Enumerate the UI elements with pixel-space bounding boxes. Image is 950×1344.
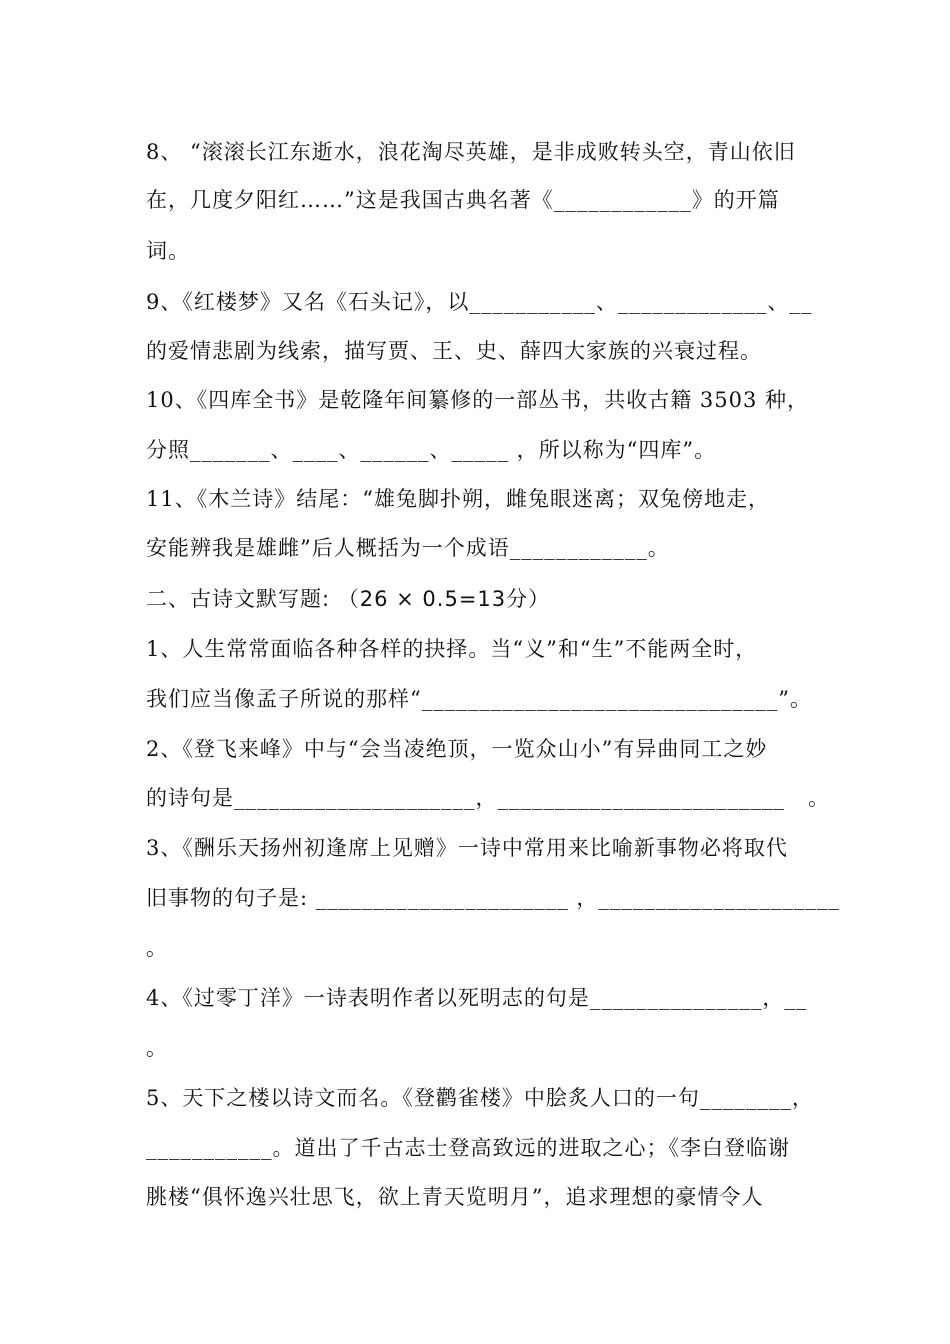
- section-two-heading: 二、古诗文默写题: （26 × 0.5=13分）: [146, 587, 551, 611]
- recite-question-3-line-1: 3、《酬乐天扬州初逢席上见赠》一诗中常用来比喻新事物必将取代: [146, 836, 788, 860]
- recite-question-1-line-2: 我们应当像孟子所说的那样“_______________________________”。: [146, 687, 812, 711]
- recite-question-2-line-2: 的诗句是_____________________，_________________________ 。: [146, 786, 831, 810]
- question-11-line-1: 11、《木兰诗》结尾：“雄兔脚扑朔，雌兔眼迷离；双兔傍地走，: [146, 487, 770, 511]
- question-11-line-2: 安能辨我是雄雌”后人概括为一个成语____________。: [146, 536, 670, 560]
- question-10-line-2: 分照_______、____、______、_____ ，所以称为“四库”。: [146, 438, 717, 462]
- question-9-line-1: 9、《红楼梦》又名《石头记》，以___________、_____________、__: [146, 290, 813, 314]
- recite-question-4-line-1: 4、《过零丁洋》一诗表明作者以死明志的句是_______________，__: [146, 986, 808, 1010]
- question-10-line-1: 10、《四库全书》是乾隆年间纂修的一部丛书，共收古籍 3503 种，: [146, 388, 810, 412]
- question-9-line-2: 的爱情悲剧为线索，描写贾、王、史、薛四大家族的兴衰过程。: [146, 339, 762, 363]
- recite-question-3-line-3: 。: [146, 936, 168, 960]
- question-8-line-3: 词。: [146, 239, 190, 263]
- question-8-line-1: 8、 “滚滚长江东逝水，浪花淘尽英雄，是非成败转头空，青山依旧: [146, 140, 796, 164]
- recite-question-5-line-1: 5、天下之楼以诗文而名。《登鹳雀楼》中脍炙人口的一句________，: [146, 1086, 814, 1110]
- recite-question-4-line-2: 。: [146, 1036, 168, 1060]
- recite-question-5-line-3: 朓楼“俱怀逸兴壮思飞，欲上青天览明月”，追求理想的豪情令人: [146, 1185, 764, 1209]
- question-8-line-2: 在，几度夕阳红……”这是我国古典名著《____________》的开篇: [146, 188, 780, 212]
- recite-question-3-line-2: 旧事物的句子是: ______________________ ，_____________________: [146, 886, 840, 910]
- recite-question-2-line-1: 2、《登飞来峰》中与“会当凌绝顶，一览众山小”有异曲同工之妙: [146, 737, 768, 761]
- recite-question-5-line-2: ___________。道出了千古志士登高致远的进取之心；《李白登临谢: [146, 1136, 790, 1160]
- recite-question-1-line-1: 1、人生常常面临各种各样的抉择。当“义”和“生”不能两全时，: [146, 637, 758, 661]
